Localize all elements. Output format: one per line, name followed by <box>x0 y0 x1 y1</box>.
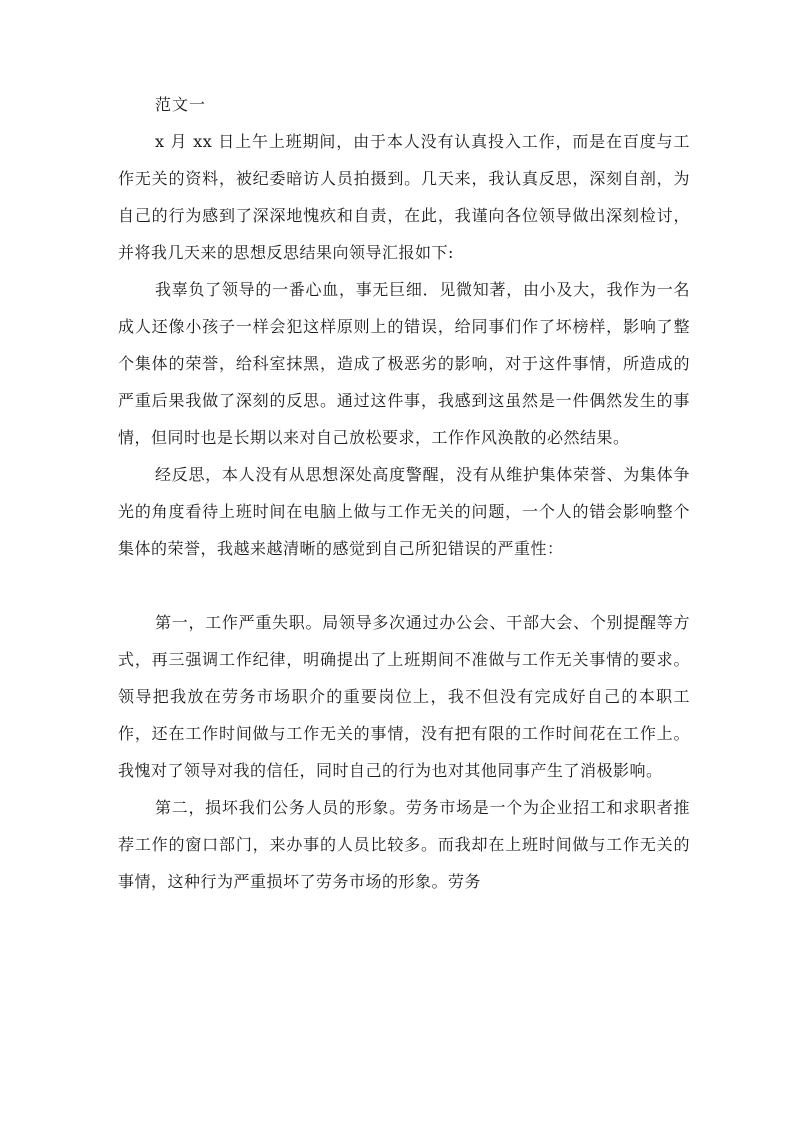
section-heading: 范文一 <box>155 95 207 114</box>
paragraph-point-two: 第二，损坏我们公务人员的形象。劳务市场是一个为企业招工和求职者推荐工作的窗口部门，来办事的人员比较多。而我却在上班时间做与工作无关的事情，这种行为严重损坏了劳务市场的形象。劳务 <box>118 798 690 891</box>
paragraph-point-one: 第一，工作严重失职。局领导多次通过办公会、干部大会、个别提醒等方式，再三强调工作纪律，明确提出了上班期间不准做与工作无关事情的要求。领导把我放在劳务市场职介的重要岗位上，我不但没有完成好自己的本职工作，还在工作时间做与工作无关的事情，没有把有限的工作时间花在工作上。我愧对了领导对我的信任，同时自己的行为也对其他同事产生了消极影响。 <box>118 613 690 780</box>
paragraph-reflection: 我辜负了领导的一番心血，事无巨细．见微知著，由小及大，我作为一名成人还像小孩子一样会犯这样原则上的错误，给同事们作了坏榜样，影响了整个集体的荣誉，给科室抹黑，造成了极恶劣的影响，对于这件事情，所造成的严重后果我做了深刻的反思。通过这件事，我感到这虽然是一件偶然发生的事情，但同时也是长期以来对自己放松要求，工作作风涣散的必然结果。 <box>118 280 690 447</box>
paragraph-intro: x 月 xx 日上午上班期间，由于本人没有认真投入工作，而是在百度与工作无关的资料，被纪委暗访人员拍摄到。几天来，我认真反思，深刻自剖，为自己的行为感到了深深地愧疚和自责，在此，我谨向各位领导做出深刻检讨，并将我几天来的思想反思结果向领导汇报如下: <box>118 132 690 262</box>
paragraph-seriousness: 经反思，本人没有从思想深处高度警醒，没有从维护集体荣誉、为集体争光的角度看待上班时间在电脑上做与工作无关的问题，一个人的错会影响整个集体的荣誉，我越来越清晰的感觉到自己所犯错误的严重性： <box>118 465 690 558</box>
document-body <box>118 86 690 900</box>
